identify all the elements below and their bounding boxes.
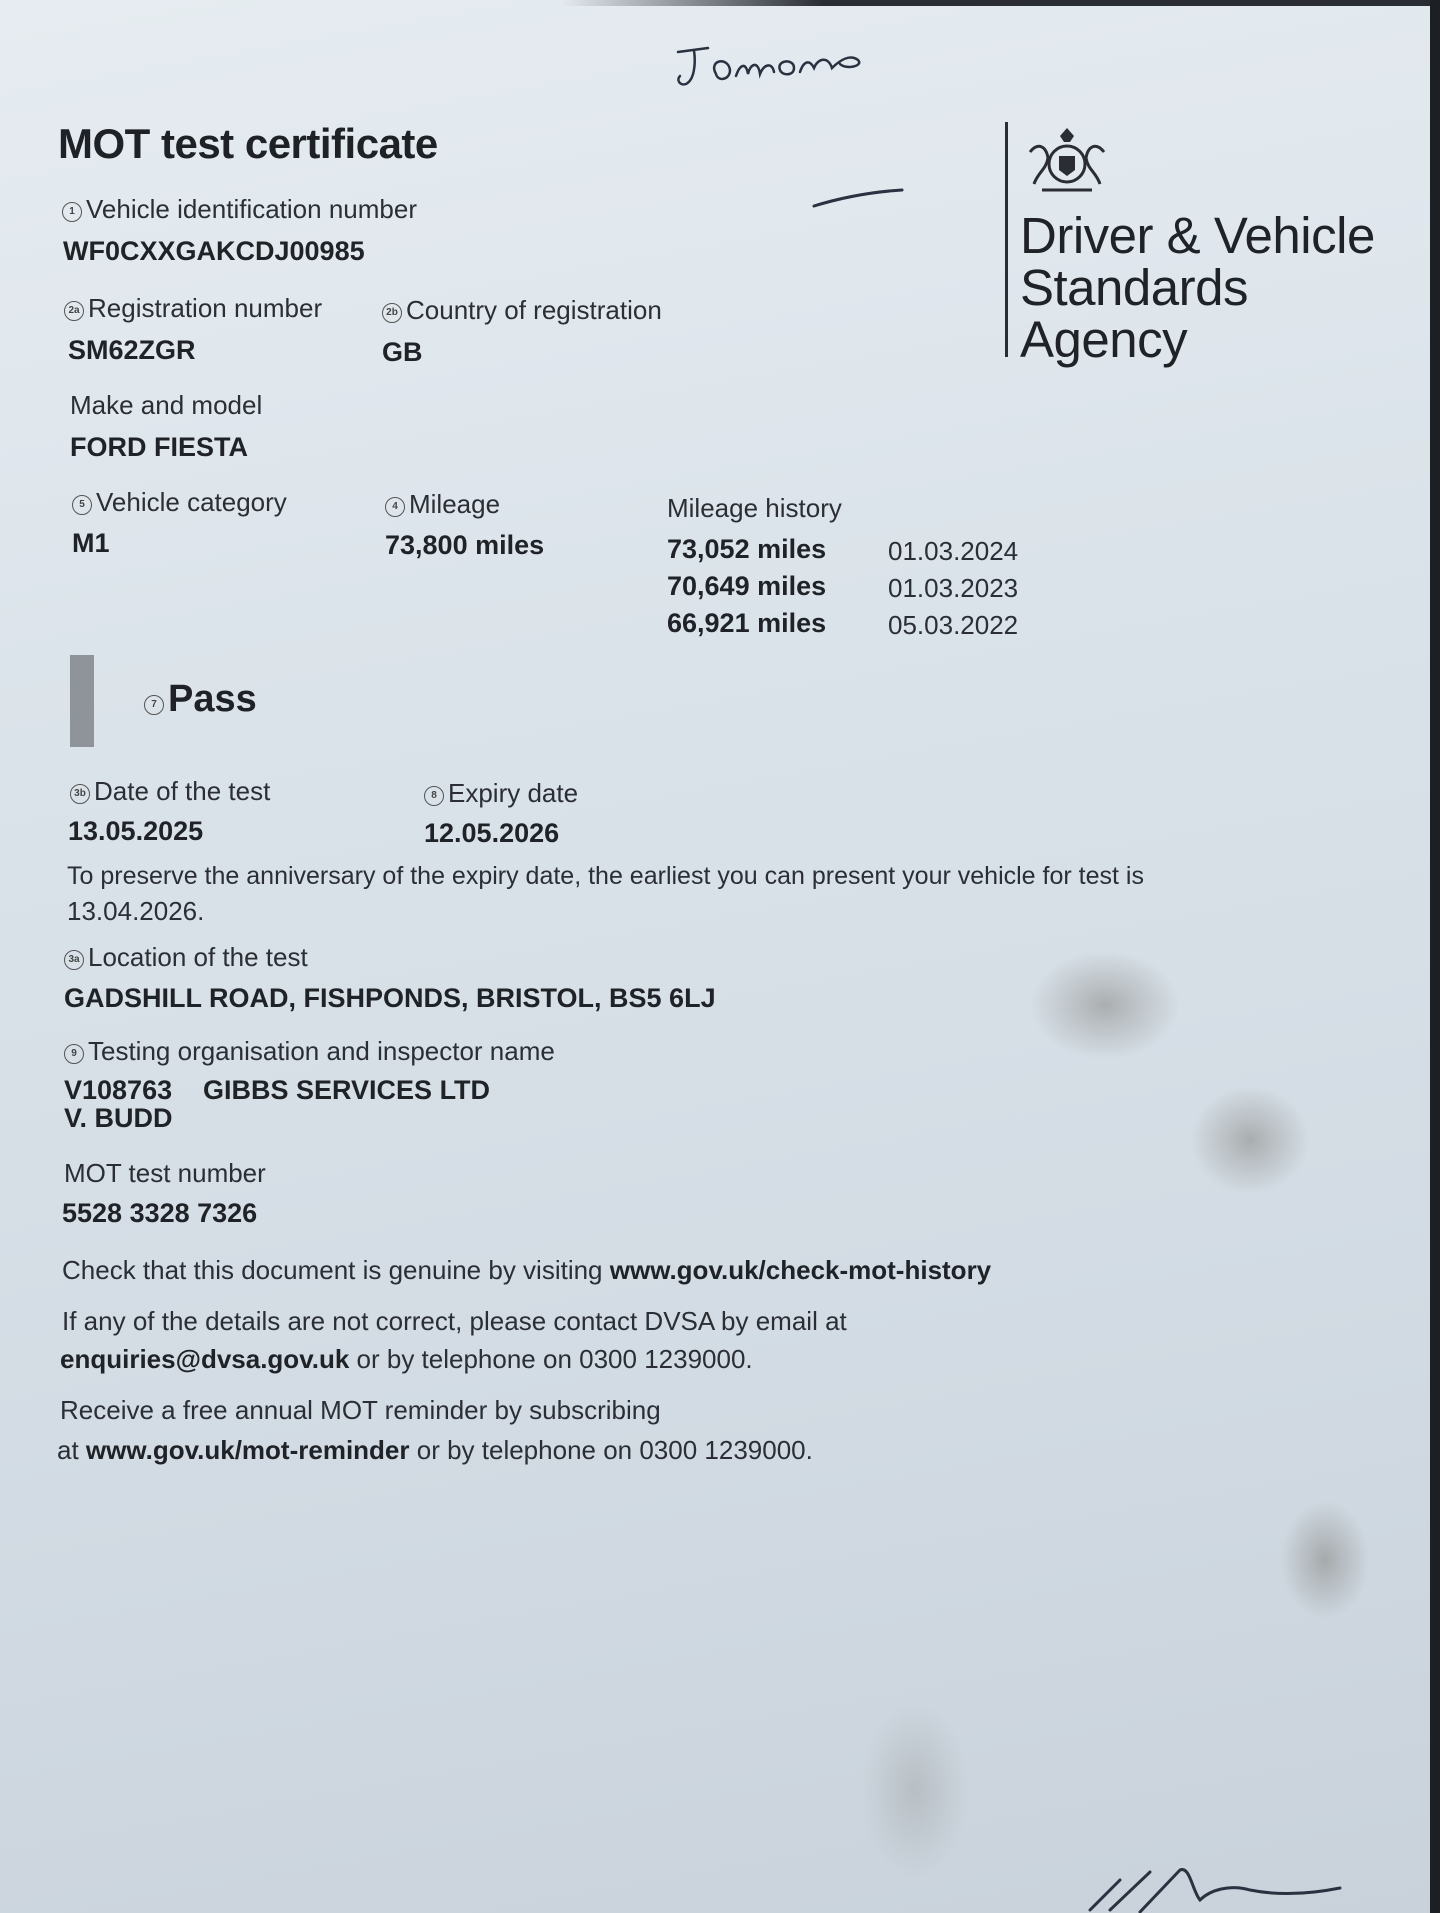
mileage-history-miles: 66,921 miles <box>667 608 827 638</box>
handwritten-note <box>668 30 908 100</box>
expiry-date-value: 12.05.2026 <box>424 818 560 848</box>
test-date-value: 13.05.2025 <box>68 816 204 846</box>
field-number-badge: 5 <box>72 495 92 515</box>
background-edge <box>1430 0 1440 1913</box>
category-value: M1 <box>72 528 110 558</box>
country-value: GB <box>382 337 423 367</box>
mileage-label <box>385 489 500 520</box>
stain <box>1190 1085 1310 1195</box>
stain <box>1280 1500 1370 1620</box>
test-date-label-text: Date of the test <box>94 776 271 806</box>
mileage-history-date: 01.03.2023 <box>888 573 1019 603</box>
pen-mark <box>810 182 910 212</box>
make-model-value: FORD FIESTA <box>70 432 248 462</box>
test-result <box>144 678 257 721</box>
verify-note <box>62 1255 991 1286</box>
stain <box>1030 950 1180 1060</box>
mileage-history-date: 05.03.2022 <box>888 610 1019 640</box>
contact-email-link[interactable]: enquiries@dvsa.gov.uk <box>60 1344 350 1374</box>
signature-scribble <box>1080 1860 1350 1913</box>
expiry-date-label-text: Expiry date <box>448 778 579 808</box>
organisation-label-text: Testing organisation and inspector name <box>88 1036 555 1066</box>
anniversary-note-date: 13.04.2026. <box>67 896 205 926</box>
document-title: MOT test certificate <box>58 120 438 167</box>
verify-link[interactable]: www.gov.uk/check-mot-history <box>609 1255 992 1285</box>
agency-name <box>1020 207 1375 368</box>
category-label <box>72 487 287 518</box>
field-number-badge: 1 <box>62 202 82 222</box>
logo-divider <box>1005 122 1008 357</box>
contact-note-line2 <box>60 1344 753 1375</box>
field-number-badge: 7 <box>144 695 164 715</box>
mileage-label-text: Mileage <box>409 489 501 519</box>
field-number-badge: 9 <box>64 1044 84 1064</box>
mileage-history-date: 01.03.2024 <box>888 536 1019 566</box>
field-number-badge: 4 <box>385 497 405 517</box>
reminder-link[interactable]: www.gov.uk/mot-reminder <box>85 1435 410 1465</box>
contact-phone-text: or by telephone on 0300 1239000. <box>349 1344 753 1374</box>
expiry-date-label <box>424 778 578 809</box>
stain <box>860 1700 970 1880</box>
category-label-text: Vehicle category <box>96 487 287 517</box>
result-bar <box>70 655 94 747</box>
background-edge <box>560 0 1440 6</box>
make-model-label: Make and model <box>70 390 263 420</box>
country-label-text: Country of registration <box>406 295 662 325</box>
mileage-history-miles: 73,052 miles <box>667 534 827 564</box>
field-number-badge: 2b <box>382 303 402 323</box>
registration-value: SM62ZGR <box>68 335 196 365</box>
mileage-value: 73,800 miles <box>385 530 545 560</box>
contact-note: If any of the details are not correct, please contact DVSA by email at <box>62 1306 847 1336</box>
organisation-code: V108763 <box>64 1075 173 1105</box>
organisation-name: GIBBS SERVICES LTD <box>203 1075 491 1105</box>
field-number-badge: 8 <box>424 786 444 806</box>
field-number-badge: 3b <box>70 784 90 804</box>
reminder-note: Receive a free annual MOT reminder by subscribing <box>60 1395 661 1425</box>
vin-value: WF0CXXGAKCDJ00985 <box>63 236 365 266</box>
mileage-history-miles: 70,649 miles <box>667 571 827 601</box>
vin-label-text: Vehicle identification number <box>86 194 417 224</box>
agency-line: Standards <box>1020 259 1248 316</box>
inspector-name: V. BUDD <box>64 1103 173 1133</box>
location-label <box>64 942 308 973</box>
country-label <box>382 295 662 326</box>
test-number-label: MOT test number <box>64 1158 266 1188</box>
anniversary-note: To preserve the anniversary of the expiry date, the earliest you can present your vehicle for test is <box>67 862 1144 890</box>
agency-line: Driver & Vehicle <box>1020 207 1375 264</box>
reminder-note-line2 <box>57 1435 813 1466</box>
field-number-badge: 3a <box>64 950 84 970</box>
agency-line: Agency <box>1020 311 1188 368</box>
field-number-badge: 2a <box>64 301 84 321</box>
registration-label <box>64 293 322 324</box>
reminder-phone-text: or by telephone on 0300 1239000. <box>409 1435 813 1465</box>
reminder-prefix: at <box>57 1435 86 1465</box>
test-result-text: Pass <box>168 678 257 720</box>
verify-note-text: Check that this document is genuine by visiting <box>62 1255 610 1285</box>
registration-label-text: Registration number <box>88 293 323 323</box>
royal-crest-icon <box>1022 122 1112 202</box>
location-value: GADSHILL ROAD, FISHPONDS, BRISTOL, BS5 6LJ <box>64 983 716 1013</box>
location-label-text: Location of the test <box>88 942 308 972</box>
test-number-value: 5528 3328 7326 <box>62 1198 258 1228</box>
vin-label <box>62 194 417 225</box>
mileage-history-label: Mileage history <box>667 493 842 523</box>
test-date-label <box>70 776 270 807</box>
organisation-label <box>64 1036 555 1067</box>
